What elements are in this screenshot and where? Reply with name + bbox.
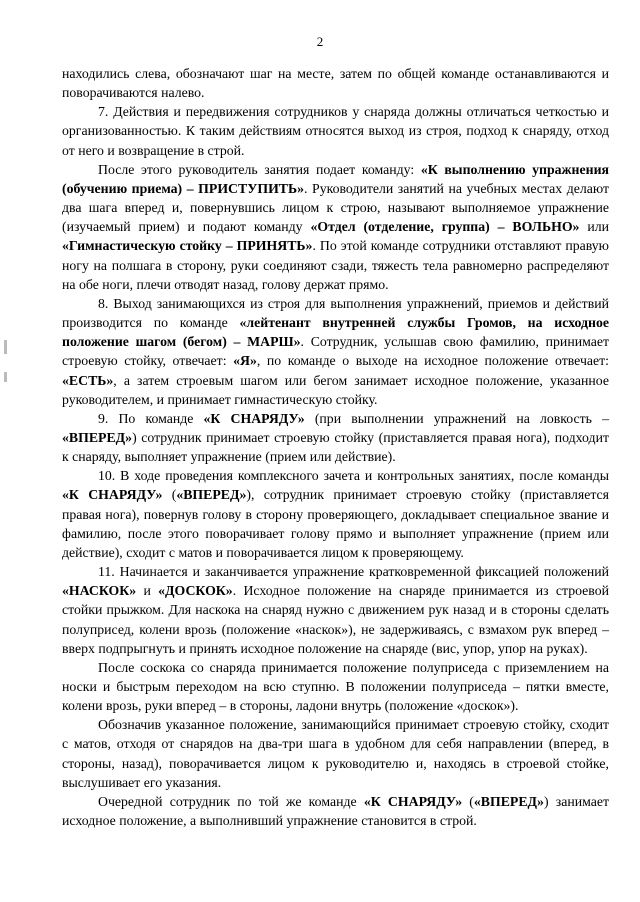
bold-command-text: «К СНАРЯДУ» xyxy=(363,793,463,809)
bold-command-text: «ВПЕРЕД» xyxy=(62,429,133,445)
paragraph-text: , а затем строевым шагом или бегом занимает исходное положение, указанное руководителем, и принимает гимнастическую стойку. xyxy=(62,372,609,407)
paragraph xyxy=(62,562,609,658)
bold-command-text: «К СНАРЯДУ» xyxy=(203,410,305,426)
paragraph xyxy=(62,409,609,466)
bold-command-text: «ЕСТЬ» xyxy=(62,372,114,388)
paragraph-text: ) занимает исходное положение, а выполнивший упражнение становится в строй. xyxy=(62,793,609,829)
paragraph-text: ( xyxy=(162,487,177,503)
paragraph xyxy=(62,64,609,102)
bold-command-text: «Я» xyxy=(233,353,257,369)
paragraph-text: Обозначив указанное положение, занимающийся принимает строевую стойку, сходит с матов, отходя от снарядов на два-три шага в удобном для себя направлении (вперед, в стороны, назад), поворачивается лицом к руководителю и, находясь в строевой стойке, выслушивает его указания. xyxy=(62,717,609,790)
paragraph-text: или xyxy=(579,219,610,235)
paragraph-text: 10. В ходе проведения комплексного зачета и контрольных занятиях, после команды xyxy=(98,468,609,484)
paragraph-text: ( xyxy=(462,793,474,809)
paragraph-text: . Сотрудник, услышав свою фамилию, принимает строевую стойку, отвечает: xyxy=(62,334,609,369)
scan-artifact xyxy=(4,340,7,354)
scan-artifact xyxy=(4,372,7,382)
bold-command-text: «ВПЕРЕД» xyxy=(473,793,544,809)
paragraph xyxy=(62,466,609,562)
paragraph xyxy=(62,715,609,792)
paragraph-text: . Исходное положение на снаряде принимается из строевой стойки прыжком. Для наскока на снаряд нужно с движением рук назад и в стороны сделать полуприсед, колени врозь (положение «наскок»), не задерживаясь, с взмахом рук вперед – вверх подпрыгнуть и принять исходное положение на снаряде (вис, упор, упор на руках). xyxy=(62,583,609,656)
paragraph-text: 8. Выход занимающихся из строя для выполнения упражнений, приемов и действий производится по команде xyxy=(62,295,609,331)
paragraph-text: и xyxy=(136,583,159,599)
paragraph-text: ) сотрудник принимает строевую стойку (приставляется правая нога), подходит к снаряду, выполняет упражнение (прием или действие). xyxy=(62,429,609,465)
bold-command-text: «К выполнению упражнения (обучению приема) – ПРИСТУПИТЬ» xyxy=(62,161,609,196)
paragraph xyxy=(62,102,609,159)
paragraph-text: . Руководители занятий на учебных местах делают два шага вперед и, повернувшись лицом к строю, называют выполняемое упражнение (изучаемый прием) и подают команду xyxy=(62,180,609,235)
bold-command-text: «К СНАРЯДУ» xyxy=(62,487,163,503)
paragraph-text: , по команде о выходе на исходное положение отвечает: xyxy=(256,353,609,369)
bold-command-text: «ДОСКОК» xyxy=(158,583,233,599)
bold-command-text: «НАСКОК» xyxy=(62,583,137,599)
paragraph-text: После этого руководитель занятия подает команду: xyxy=(98,161,421,177)
bold-command-text: «лейтенант внутренней службы Громов, на исходное положение шагом (бегом) – МАРШ» xyxy=(62,315,609,350)
bold-command-text: «Отдел (отделение, группа) – ВОЛЬНО» xyxy=(310,219,580,235)
paragraph xyxy=(62,160,609,294)
document-body xyxy=(62,64,609,830)
paragraph-text: . По этой команде сотрудники отставляют правую ногу на полшага в сторону, руки соединяют сзади, тяжесть тела равномерно распределяют на обе ноги, плечи отводят назад, голову держат прямо. xyxy=(62,238,609,292)
paragraph-text: Очередной сотрудник по той же команде xyxy=(98,793,364,809)
bold-command-text: «Гимнастическую стойку – ПРИНЯТЬ» xyxy=(62,238,313,254)
page-number: 2 xyxy=(316,34,324,49)
paragraph xyxy=(62,294,609,409)
paragraph xyxy=(62,658,609,715)
paragraph-text: После соскока со снаряда принимается положение полуприседа с приземлением на носки и быстрым переходом на всю ступню. В положении полуприседа – пятки вместе, колени врозь, руки вперед – в стороны, ладони внутрь (положение «доскок»). xyxy=(62,659,609,714)
paragraph-text: 11. Начинается и заканчивается упражнение кратковременной фиксацией положений xyxy=(98,564,609,580)
paragraph-text: 7. Действия и передвижения сотрудников у снаряда должны отличаться четкостью и организованностью. К таким действиям относятся выход из строя, подход к снаряду, отход от него и возвращение в строй. xyxy=(62,104,609,158)
paragraph-text: находились слева, обозначают шаг на месте, затем по общей команде останавливаются и поворачиваются налево. xyxy=(62,66,609,101)
bold-command-text: «ВПЕРЕД» xyxy=(176,487,247,503)
paragraph-text: ), сотрудник принимает строевую стойку (приставляется правая нога), повернув голову в сторону проверяющего, докладывает специальное звание и фамилию, после этого поворачивает голову прямо и выполняет упражнение (прием или действие), сходит с матов и поворачивается лицом к проверяющему. xyxy=(62,487,610,560)
paragraph-text: (при выполнении упражнений на ловкость – xyxy=(304,410,609,426)
paragraph-text: 9. По команде xyxy=(98,410,204,426)
paragraph xyxy=(62,792,609,830)
